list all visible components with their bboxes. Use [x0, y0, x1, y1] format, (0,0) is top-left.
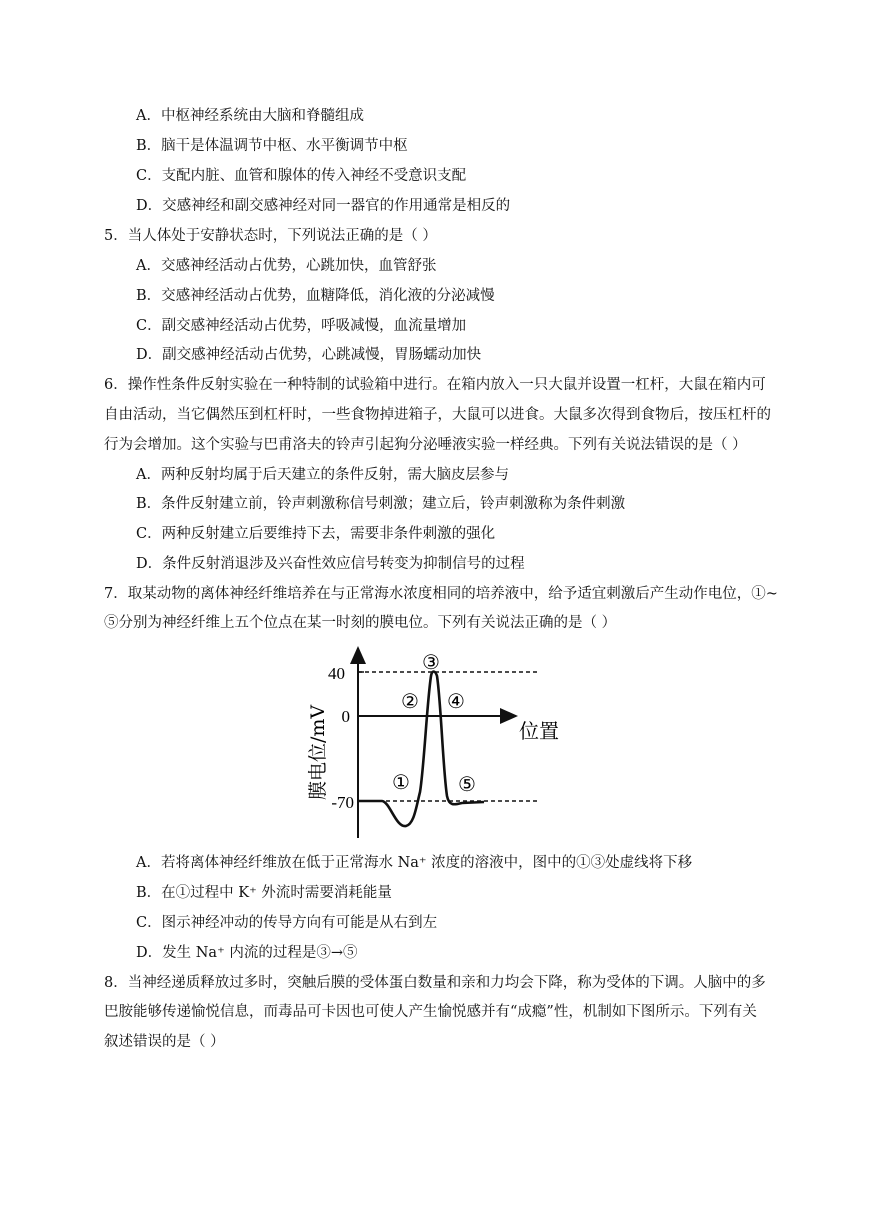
q7-option-a: A．若将离体神经纤维放在低于正常海水 Na⁺ 浓度的溶液中，图中的①③处虚线将下移: [136, 855, 693, 871]
question-6-stem-line: 行为会增加。这个实验与巴甫洛夫的铃声引起狗分泌唾液实验一样经典。下列有关说法错误的是（ ）: [104, 437, 747, 453]
q5-option-c: C．副交感神经活动占优势，呼吸减慢，血流量增加: [136, 318, 467, 334]
x-axis-label: 位置: [519, 719, 559, 743]
point-label-4: ④: [447, 689, 465, 713]
point-label-2: ②: [401, 689, 419, 713]
point-label-5: ⑤: [458, 772, 476, 796]
q6-option-c: C．两种反射建立后要维持下去，需要非条件刺激的强化: [136, 526, 496, 542]
option-a: A．中枢神经系统由大脑和脊髓组成: [136, 108, 364, 124]
option-b: B．脑干是体温调节中枢、水平衡调节中枢: [136, 138, 408, 154]
point-label-3: ③: [422, 650, 440, 674]
q7-option-c: C．图示神经冲动的传导方向有可能是从右到左: [136, 915, 438, 931]
q5-option-a: A．交感神经活动占优势，心跳加快，血管舒张: [136, 258, 437, 274]
tick-label-neg70: -70: [331, 793, 354, 812]
question-8-stem-line: 巴胺能够传递愉悦信息，而毒品可卡因也可使人产生愉悦感并有“成瘾”性，机制如下图所示。下列有关: [104, 1004, 757, 1020]
q6-option-d: D．条件反射消退涉及兴奋性效应信号转变为抑制信号的过程: [136, 556, 525, 572]
question-7-stem-line: ⑤分别为神经纤维上五个位点在某一时刻的膜电位。下列有关说法正确的是（ ）: [104, 615, 617, 631]
tick-label-0: 0: [341, 707, 350, 726]
y-axis-label: 膜电位/mV: [307, 704, 329, 800]
option-c: C．支配内脏、血管和腺体的传入神经不受意识支配: [136, 168, 467, 184]
question-6-stem-line: 自由活动，当它偶然压到杠杆时，一些食物掉进箱子，大鼠可以进食。大鼠多次得到食物后，按压杠杆的: [104, 407, 771, 423]
membrane-potential-figure: [290, 642, 580, 847]
q5-option-b: B．交感神经活动占优势，血糖降低，消化液的分泌减慢: [136, 288, 495, 304]
question-5-stem: 5．当人体处于安静状态时，下列说法正确的是（ ）: [104, 228, 437, 244]
question-8-stem-line: 叙述错误的是（ ）: [104, 1034, 225, 1050]
option-d: D．交感神经和副交感神经对同一器官的作用通常是相反的: [136, 198, 511, 214]
q5-option-d: D．副交感神经活动占优势，心跳减慢，胃肠蠕动加快: [136, 347, 482, 363]
question-8-stem-line: 8．当神经递质释放过多时，突触后膜的受体蛋白数量和亲和力均会下降，称为受体的下调。人脑中的多: [104, 975, 766, 991]
question-7-stem-line: 7．取某动物的离体神经纤维培养在与正常海水浓度相同的培养液中，给予适宜刺激后产生动作电位，①~: [104, 586, 778, 602]
q7-option-b: B．在①过程中 K⁺ 外流时需要消耗能量: [136, 885, 392, 901]
action-potential-curve: [358, 672, 484, 827]
question-6-stem-line: 6．操作性条件反射实验在一种特制的试验箱中进行。在箱内放入一只大鼠并设置一杠杆，大鼠在箱内可: [104, 377, 766, 393]
tick-label-40: 40: [328, 664, 345, 683]
q6-option-b: B．条件反射建立前，铃声刺激称信号刺激；建立后，铃声刺激称为条件刺激: [136, 496, 626, 512]
q7-option-d: D．发生 Na⁺ 内流的过程是③→⑤: [136, 945, 358, 961]
q6-option-a: A．两种反射均属于后天建立的条件反射，需大脑皮层参与: [136, 467, 509, 483]
point-label-1: ①: [392, 770, 410, 794]
